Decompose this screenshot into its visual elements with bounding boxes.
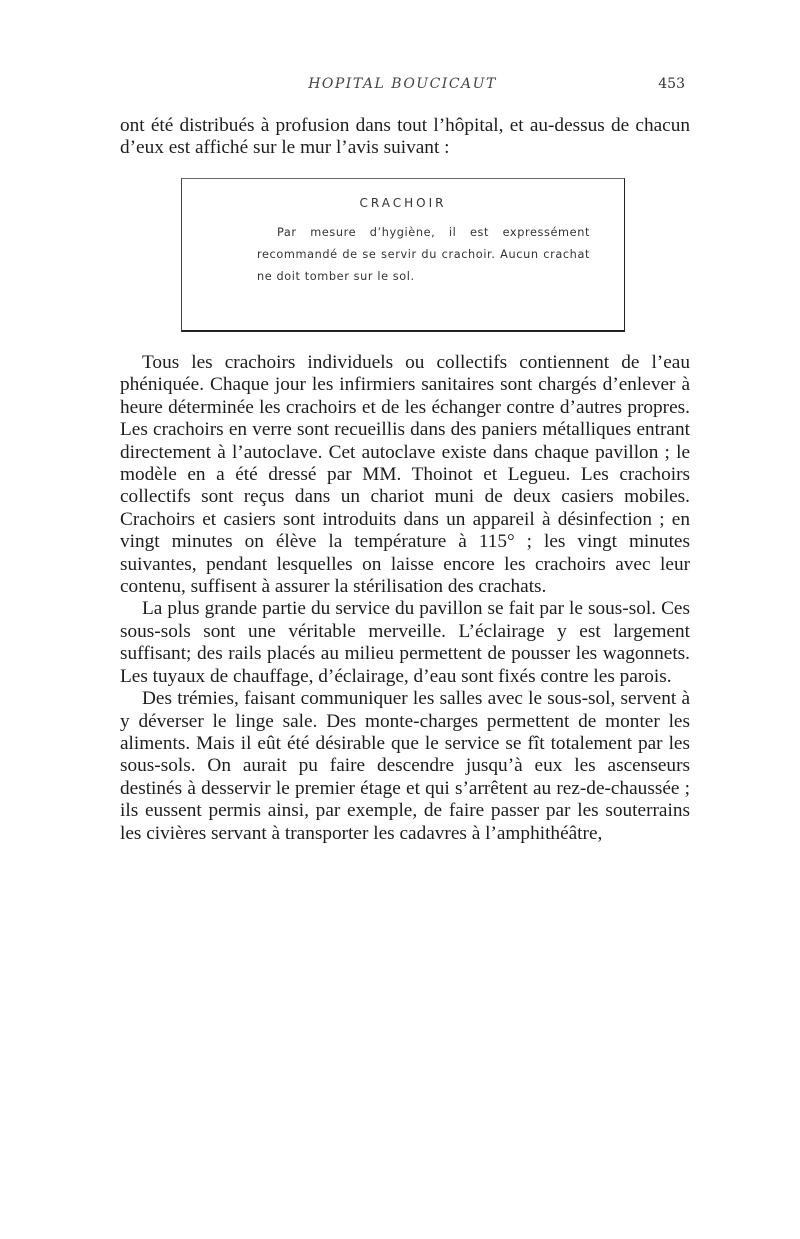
paragraph-crachoirs: Tous les crachoirs individuels ou collectifs contiennent de l’eau phéniquée. Chaque jour les infirmiers sanitaires sont chargés d’enlever à heure déterminée les crachoirs et de les échanger contre d’autres propres. Les crachoirs en verre sont recueillis dans des paniers métalliques entrant directement à l’autoclave. Cet autoclave existe dans chaque pavillon ; le modèle en a été dressé par MM. Thoinot et Legueu. Les crachoirs collectifs sont reçus dans un chariot muni de deux casiers mobiles. Crachoirs et casiers sont introduits dans un appareil à désinfection ; en vingt minutes on élève la température à 115° ; les vingt minutes suivantes, pendant lesquelles on laisse encore les crachoirs avec leur contenu, suffisent à assurer la stérilisation des crachats.	[120, 352, 690, 598]
page-number: 453	[658, 76, 685, 92]
running-title: HOPITAL BOUCICAUT	[308, 76, 497, 92]
intro-text-block	[120, 115, 690, 160]
intro-paragraph: ont été distribués à profusion dans tout l’hôpital, et au-dessus de chacun d’eux est affiché sur le mur l’avis suivant :	[120, 115, 690, 159]
notice-title: CRACHOIR	[359, 196, 447, 210]
paragraph-tremies: Des trémies, faisant communiquer les salles avec le sous-sol, servent à y déverser le linge sale. Des monte-charges permettent de monter les aliments. Mais il eût été désirable que le service se fît totalement par les sous-sols. On aurait pu faire descendre jusqu’à eux les ascenseurs destinés à desservir le premier étage et qui s’arrêtent au rez-de-chaussée ; ils eussent permis ainsi, par exemple, de faire passer par les souterrains les civières servant à transporter les cadavres à l’amphithéâtre,	[120, 688, 690, 844]
page-header	[120, 76, 685, 98]
notice-text: Par mesure d’hygiène, il est expressément recommandé de se servir du crachoir. Aucun crachat ne doit tomber sur le sol.	[257, 226, 590, 283]
paragraph-sous-sol: La plus grande partie du service du pavillon se fait par le sous-sol. Ces sous-sols sont une véritable merveille. L’éclairage y est largement suffisant; des rails placés au milieu permettent de pousser les wagonnets. Les tuyaux de chauffage, d’éclairage, d’eau sont fixés contre les parois.	[120, 598, 690, 687]
main-text-block	[120, 352, 690, 845]
